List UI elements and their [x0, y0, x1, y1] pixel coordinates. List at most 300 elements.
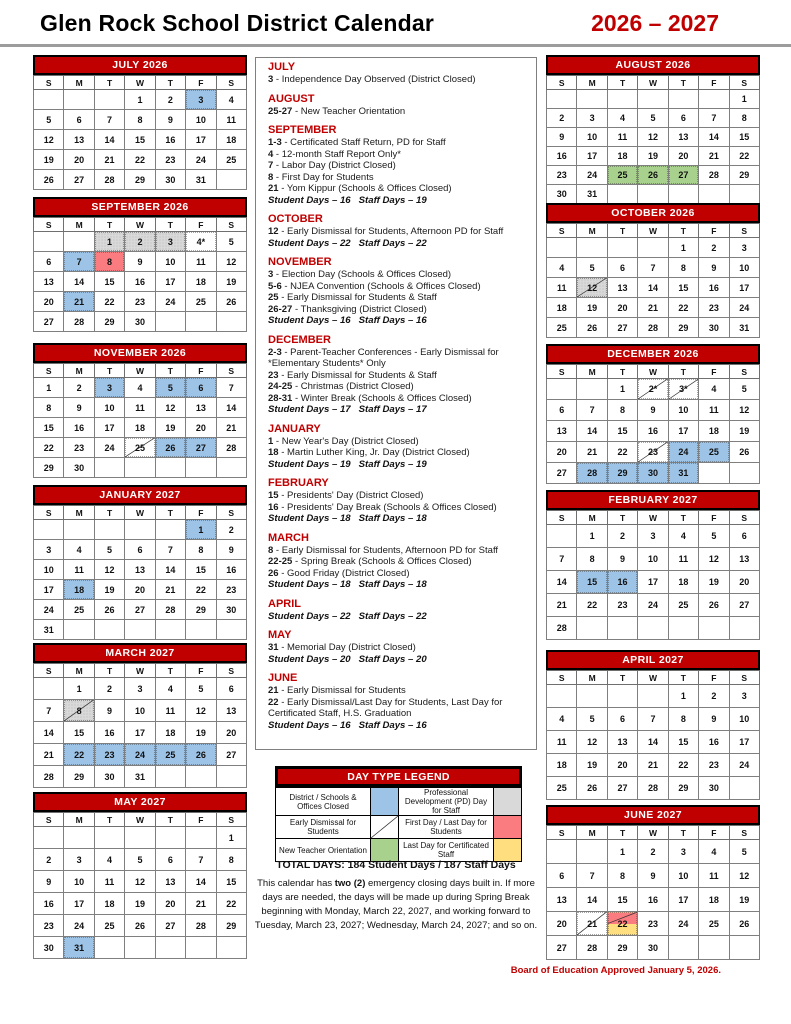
day-cell: 5: [94, 540, 124, 560]
day-cell: 2: [607, 525, 637, 548]
day-cell: 22: [729, 147, 759, 166]
day-cell: 2: [699, 685, 729, 708]
empty-cell: [577, 90, 607, 109]
day-cell: 17: [729, 278, 759, 298]
day-cell: 21: [34, 744, 64, 766]
day-cell: 2: [34, 849, 64, 871]
day-cell: 6: [668, 109, 698, 128]
day-cell: 25: [155, 744, 185, 766]
day-cell: 8: [607, 400, 637, 421]
day-cell: 29: [729, 166, 759, 185]
day-cell: 31: [668, 463, 698, 484]
month-calendar-february-2027: [546, 490, 760, 640]
month-day-counts: Student Days – 20 Staff Days – 20: [268, 653, 427, 665]
empty-cell: [125, 827, 155, 849]
dow-header: T: [155, 364, 185, 378]
day-cell: 24: [668, 442, 698, 463]
day-cell: 6: [607, 708, 637, 731]
dow-header: T: [94, 664, 124, 678]
day-cell: 30: [547, 185, 577, 204]
day-cell: 25: [125, 438, 155, 458]
day-cell: 28: [638, 777, 668, 800]
events-section-september: [268, 124, 526, 206]
day-cell: 13: [34, 272, 64, 292]
month-day-counts: Student Days – 18 Staff Days – 18: [268, 579, 427, 590]
dow-header: T: [668, 671, 698, 685]
day-cell: 29: [186, 600, 216, 620]
dow-header: M: [64, 664, 94, 678]
day-cell: 17: [155, 272, 185, 292]
day-cell: 17: [125, 722, 155, 744]
empty-cell: [607, 238, 637, 258]
day-cell: 23: [34, 915, 64, 937]
day-cell: 5: [729, 379, 759, 400]
empty-cell: [64, 827, 94, 849]
day-cell: 1: [668, 238, 698, 258]
events-month-title: MAY: [268, 629, 292, 641]
dow-header: F: [186, 664, 216, 678]
day-cell: 23: [699, 754, 729, 777]
month-day-counts: Student Days – 17 Staff Days – 17: [268, 404, 427, 415]
day-cell: 27: [547, 936, 577, 960]
empty-cell: [186, 458, 216, 478]
day-cell: 7: [577, 864, 607, 888]
day-cell: 10: [638, 548, 668, 571]
day-cell: 24: [577, 166, 607, 185]
dow-header: F: [186, 813, 216, 827]
day-cell: 17: [64, 893, 94, 915]
dow-header: S: [34, 813, 64, 827]
events-section-july: [268, 61, 526, 86]
day-cell: 2: [94, 678, 124, 700]
day-cell: 28: [699, 166, 729, 185]
day-cell: 29: [668, 318, 698, 338]
day-cell: 27: [34, 312, 64, 332]
day-cell: 14: [577, 421, 607, 442]
day-cell: 19: [729, 421, 759, 442]
empty-cell: [638, 238, 668, 258]
day-cell: 24: [125, 744, 155, 766]
day-cell: 10: [186, 110, 216, 130]
day-cell: 8: [577, 548, 607, 571]
empty-cell: [699, 617, 729, 640]
events-section-march: [268, 532, 526, 591]
day-cell: 10: [668, 400, 698, 421]
day-cell: 31: [125, 766, 155, 788]
day-cell: 8: [186, 540, 216, 560]
events-month-title: JULY: [268, 61, 296, 73]
day-cell: 16: [547, 147, 577, 166]
day-cell: 6: [186, 378, 216, 398]
day-cell: 3: [155, 232, 185, 252]
dow-header: F: [699, 76, 729, 90]
day-cell: 8: [94, 252, 124, 272]
day-cell: 4: [668, 525, 698, 548]
empty-cell: [155, 458, 185, 478]
dow-header: S: [547, 76, 577, 90]
day-cell: 29: [64, 766, 94, 788]
note-bold: two (2): [334, 878, 366, 889]
day-cell: 25: [94, 915, 124, 937]
day-cell: 7: [64, 252, 94, 272]
day-cell: 22: [186, 580, 216, 600]
day-cell: 20: [547, 912, 577, 936]
day-cell: 8: [607, 864, 637, 888]
day-cell: 28: [216, 438, 246, 458]
day-cell: 22: [34, 438, 64, 458]
empty-cell: [547, 525, 577, 548]
day-cell: 3: [577, 109, 607, 128]
title-divider: [0, 44, 791, 47]
day-cell: 24: [729, 754, 759, 777]
event-line: 25 - Early Dismissal for Students & Staff: [268, 292, 437, 303]
day-cell: 23: [638, 912, 668, 936]
legend-swatch-early: [371, 816, 399, 839]
day-cell: 15: [577, 571, 607, 594]
day-cell: 27: [547, 463, 577, 484]
day-cell: 11: [94, 871, 124, 893]
dow-header: W: [125, 664, 155, 678]
day-cell: 18: [607, 147, 637, 166]
legend-label: First Day / Last Day for Students: [399, 816, 494, 839]
day-cell: 30: [638, 463, 668, 484]
month-header: JUNE 2027: [546, 805, 760, 825]
day-cell: 27: [216, 744, 246, 766]
day-cell: 30: [699, 777, 729, 800]
month-header: JANUARY 2027: [33, 485, 247, 505]
day-cell: 12: [577, 731, 607, 754]
month-header: AUGUST 2026: [546, 55, 760, 75]
day-cell: 7: [155, 540, 185, 560]
day-cell: 14: [186, 871, 216, 893]
empty-cell: [699, 936, 729, 960]
day-cell: 17: [577, 147, 607, 166]
empty-cell: [155, 937, 185, 959]
dow-header: T: [94, 76, 124, 90]
event-line: 1-3 - Certificated Staff Return, PD for Staff: [268, 137, 446, 148]
monthly-events-box: [255, 57, 537, 750]
dow-header: S: [547, 365, 577, 379]
day-cell: 23: [607, 594, 637, 617]
day-cell: 24: [155, 292, 185, 312]
legend-table: [275, 787, 522, 862]
day-cell: 9: [34, 871, 64, 893]
day-cell: 13: [216, 700, 246, 722]
events-month-title: SEPTEMBER: [268, 124, 337, 136]
day-cell: 28: [577, 463, 607, 484]
day-cell: 15: [34, 418, 64, 438]
day-cell: 27: [607, 318, 637, 338]
day-cell: 16: [94, 722, 124, 744]
day-cell: 18: [125, 418, 155, 438]
day-cell: 1: [125, 90, 155, 110]
day-cell: 23: [699, 298, 729, 318]
day-cell: 10: [34, 560, 64, 580]
day-cell: 21: [577, 442, 607, 463]
day-cell: 24: [668, 912, 698, 936]
empty-cell: [94, 937, 124, 959]
day-cell: 27: [607, 777, 637, 800]
month-calendar-december-2026: [546, 344, 760, 484]
day-cell: 27: [125, 600, 155, 620]
day-cell: 22: [607, 912, 637, 936]
day-cell: 3: [186, 90, 216, 110]
day-cell: 12: [155, 398, 185, 418]
day-cell: 1: [668, 685, 698, 708]
day-cell: 23: [638, 442, 668, 463]
empty-cell: [729, 463, 759, 484]
day-cell: 15: [64, 722, 94, 744]
month-header: SEPTEMBER 2026: [33, 197, 247, 217]
day-cell: 2*: [638, 379, 668, 400]
day-cell: 28: [94, 170, 124, 190]
day-cell: 23: [216, 580, 246, 600]
month-calendar-january-2027: [33, 485, 247, 640]
empty-cell: [577, 238, 607, 258]
day-cell: 12: [186, 700, 216, 722]
dow-header: W: [638, 76, 668, 90]
day-cell: 19: [186, 722, 216, 744]
day-cell: 10: [729, 258, 759, 278]
empty-cell: [547, 379, 577, 400]
empty-cell: [729, 185, 759, 204]
day-cell: 3: [125, 678, 155, 700]
events-month-title: NOVEMBER: [268, 256, 332, 268]
day-cell: 5: [34, 110, 64, 130]
day-cell: 6: [34, 252, 64, 272]
day-cell: 15: [668, 731, 698, 754]
day-cell: 1: [34, 378, 64, 398]
empty-cell: [186, 312, 216, 332]
day-cell: 15: [125, 130, 155, 150]
day-cell: 14: [216, 398, 246, 418]
day-cell: 20: [125, 580, 155, 600]
day-cell: 15: [607, 888, 637, 912]
dow-header: T: [94, 364, 124, 378]
day-cell: 6: [64, 110, 94, 130]
day-cell: 23: [547, 166, 577, 185]
dow-header: S: [216, 506, 246, 520]
day-cell: 17: [186, 130, 216, 150]
dow-header: M: [577, 671, 607, 685]
day-cell: 14: [34, 722, 64, 744]
month-day-counts: Student Days – 18 Staff Days – 18: [268, 513, 427, 524]
day-cell: 9: [125, 252, 155, 272]
day-cell: 24: [729, 298, 759, 318]
empty-cell: [186, 937, 216, 959]
day-cell: 17: [34, 580, 64, 600]
dow-header: F: [186, 506, 216, 520]
dow-header: M: [577, 365, 607, 379]
day-cell: 8: [34, 398, 64, 418]
empty-cell: [155, 766, 185, 788]
empty-cell: [94, 827, 124, 849]
day-cell: 7: [699, 109, 729, 128]
day-cell: 23: [64, 438, 94, 458]
day-cell: 26: [125, 915, 155, 937]
dow-header: W: [125, 76, 155, 90]
day-cell: 16: [34, 893, 64, 915]
dow-header: W: [125, 364, 155, 378]
day-cell: 21: [577, 912, 607, 936]
event-line: 5-6 - NJEA Convention (Schools & Offices Closed): [268, 280, 481, 292]
day-cell: 11: [64, 560, 94, 580]
month-calendar-august-2026: [546, 55, 760, 204]
day-cell: 22: [64, 744, 94, 766]
event-line: 1 - New Year's Day (District Closed): [268, 435, 419, 447]
day-cell: 25: [699, 912, 729, 936]
day-cell: 9: [216, 540, 246, 560]
day-cell: 31: [34, 620, 64, 640]
day-cell: 11: [186, 252, 216, 272]
day-cell: 12: [34, 130, 64, 150]
day-cell: 14: [699, 128, 729, 147]
legend-label: Early Dismissal for Students: [276, 816, 371, 839]
day-cell: 10: [125, 700, 155, 722]
day-cell: 17: [638, 571, 668, 594]
day-cell: 15: [94, 272, 124, 292]
event-line: 7 - Labor Day (District Closed): [268, 160, 396, 171]
dow-header: F: [186, 364, 216, 378]
day-cell: 6: [607, 258, 637, 278]
empty-cell: [216, 312, 246, 332]
day-cell: 30: [638, 936, 668, 960]
day-cell: 31: [729, 318, 759, 338]
day-cell: 7: [638, 258, 668, 278]
empty-cell: [34, 232, 64, 252]
day-cell: 21: [216, 418, 246, 438]
event-line: 22 - Early Dismissal/Last Day for Students, Last Day for Certificated Staff, H.S. Graduation: [268, 696, 503, 719]
day-cell: 26: [186, 744, 216, 766]
event-line: 4 - 12-month Staff Report Only*: [268, 148, 401, 160]
day-cell: 18: [94, 893, 124, 915]
dow-header: T: [94, 506, 124, 520]
day-cell: 1: [216, 827, 246, 849]
month-header: OCTOBER 2026: [546, 203, 760, 223]
empty-cell: [125, 937, 155, 959]
empty-cell: [64, 232, 94, 252]
day-cell: 19: [34, 150, 64, 170]
empty-cell: [34, 520, 64, 540]
legend-label: District / Schools & Offices Closed: [276, 788, 371, 816]
day-cell: 12: [729, 400, 759, 421]
day-cell: 27: [64, 170, 94, 190]
dow-header: M: [577, 76, 607, 90]
dow-header: T: [155, 218, 185, 232]
day-cell: 20: [216, 722, 246, 744]
day-cell: 2: [638, 840, 668, 864]
events-section-august: [268, 93, 526, 118]
day-cell: 11: [668, 548, 698, 571]
day-cell: 14: [64, 272, 94, 292]
day-cell: 28: [64, 312, 94, 332]
day-cell: 2: [547, 109, 577, 128]
month-grid: [546, 670, 760, 800]
day-cell: 13: [729, 548, 759, 571]
day-cell: 6: [547, 864, 577, 888]
dow-header: S: [547, 224, 577, 238]
day-cell: 11: [699, 400, 729, 421]
dow-header: F: [186, 218, 216, 232]
month-grid: [33, 363, 247, 478]
day-cell: 4: [64, 540, 94, 560]
day-cell: 8: [729, 109, 759, 128]
day-cell: 30: [155, 170, 185, 190]
empty-cell: [729, 777, 759, 800]
month-calendar-july-2026: [33, 55, 247, 190]
day-cell: 19: [638, 147, 668, 166]
day-cell: 21: [155, 580, 185, 600]
day-cell: 19: [125, 893, 155, 915]
day-cell: 11: [607, 128, 637, 147]
month-header: APRIL 2027: [546, 650, 760, 670]
dow-header: F: [699, 365, 729, 379]
day-cell: 4: [94, 849, 124, 871]
day-cell: 20: [668, 147, 698, 166]
day-cell: 29: [668, 777, 698, 800]
dow-header: W: [125, 218, 155, 232]
events-section-april: [268, 598, 526, 623]
dow-header: W: [125, 813, 155, 827]
dow-header: T: [607, 671, 637, 685]
empty-cell: [64, 90, 94, 110]
dow-header: W: [638, 224, 668, 238]
dow-header: M: [64, 364, 94, 378]
empty-cell: [607, 617, 637, 640]
day-cell: 20: [607, 298, 637, 318]
dow-header: T: [668, 76, 698, 90]
day-cell: 12: [729, 864, 759, 888]
day-cell: 22: [668, 754, 698, 777]
legend-swatch-first: [494, 816, 522, 839]
day-cell: 13: [186, 398, 216, 418]
day-cell: 9: [638, 400, 668, 421]
dow-header: T: [607, 511, 637, 525]
day-cell: 20: [186, 418, 216, 438]
empty-cell: [155, 312, 185, 332]
day-cell: 8: [64, 700, 94, 722]
day-cell: 29: [125, 170, 155, 190]
day-cell: 13: [64, 130, 94, 150]
event-line: 2-3 - Parent-Teacher Conferences - Early Dismissal for *Elementary Students* Only: [268, 346, 499, 369]
events-month-title: JANUARY: [268, 422, 321, 435]
event-line: 21 - Early Dismissal for Students: [268, 685, 406, 696]
day-cell: 28: [577, 936, 607, 960]
dow-header: T: [607, 826, 637, 840]
day-cell: 16: [699, 731, 729, 754]
legend-title: DAY TYPE LEGEND: [275, 766, 522, 787]
month-day-counts: Student Days – 16 Staff Days – 19: [268, 194, 427, 206]
day-cell: 8: [668, 258, 698, 278]
empty-cell: [668, 617, 698, 640]
day-cell: 24: [34, 600, 64, 620]
day-cell: 18: [547, 754, 577, 777]
dow-header: W: [638, 671, 668, 685]
events-month-title: OCTOBER: [268, 213, 323, 225]
dow-header: S: [34, 76, 64, 90]
day-cell: 8: [216, 849, 246, 871]
day-cell: 27: [186, 438, 216, 458]
day-cell: 18: [699, 421, 729, 442]
dow-header: S: [216, 364, 246, 378]
day-cell: 21: [638, 754, 668, 777]
day-cell: 16: [216, 560, 246, 580]
day-cell: 11: [155, 700, 185, 722]
day-cell: 12: [699, 548, 729, 571]
day-cell: 24: [186, 150, 216, 170]
dow-header: S: [547, 511, 577, 525]
day-cell: 20: [64, 150, 94, 170]
